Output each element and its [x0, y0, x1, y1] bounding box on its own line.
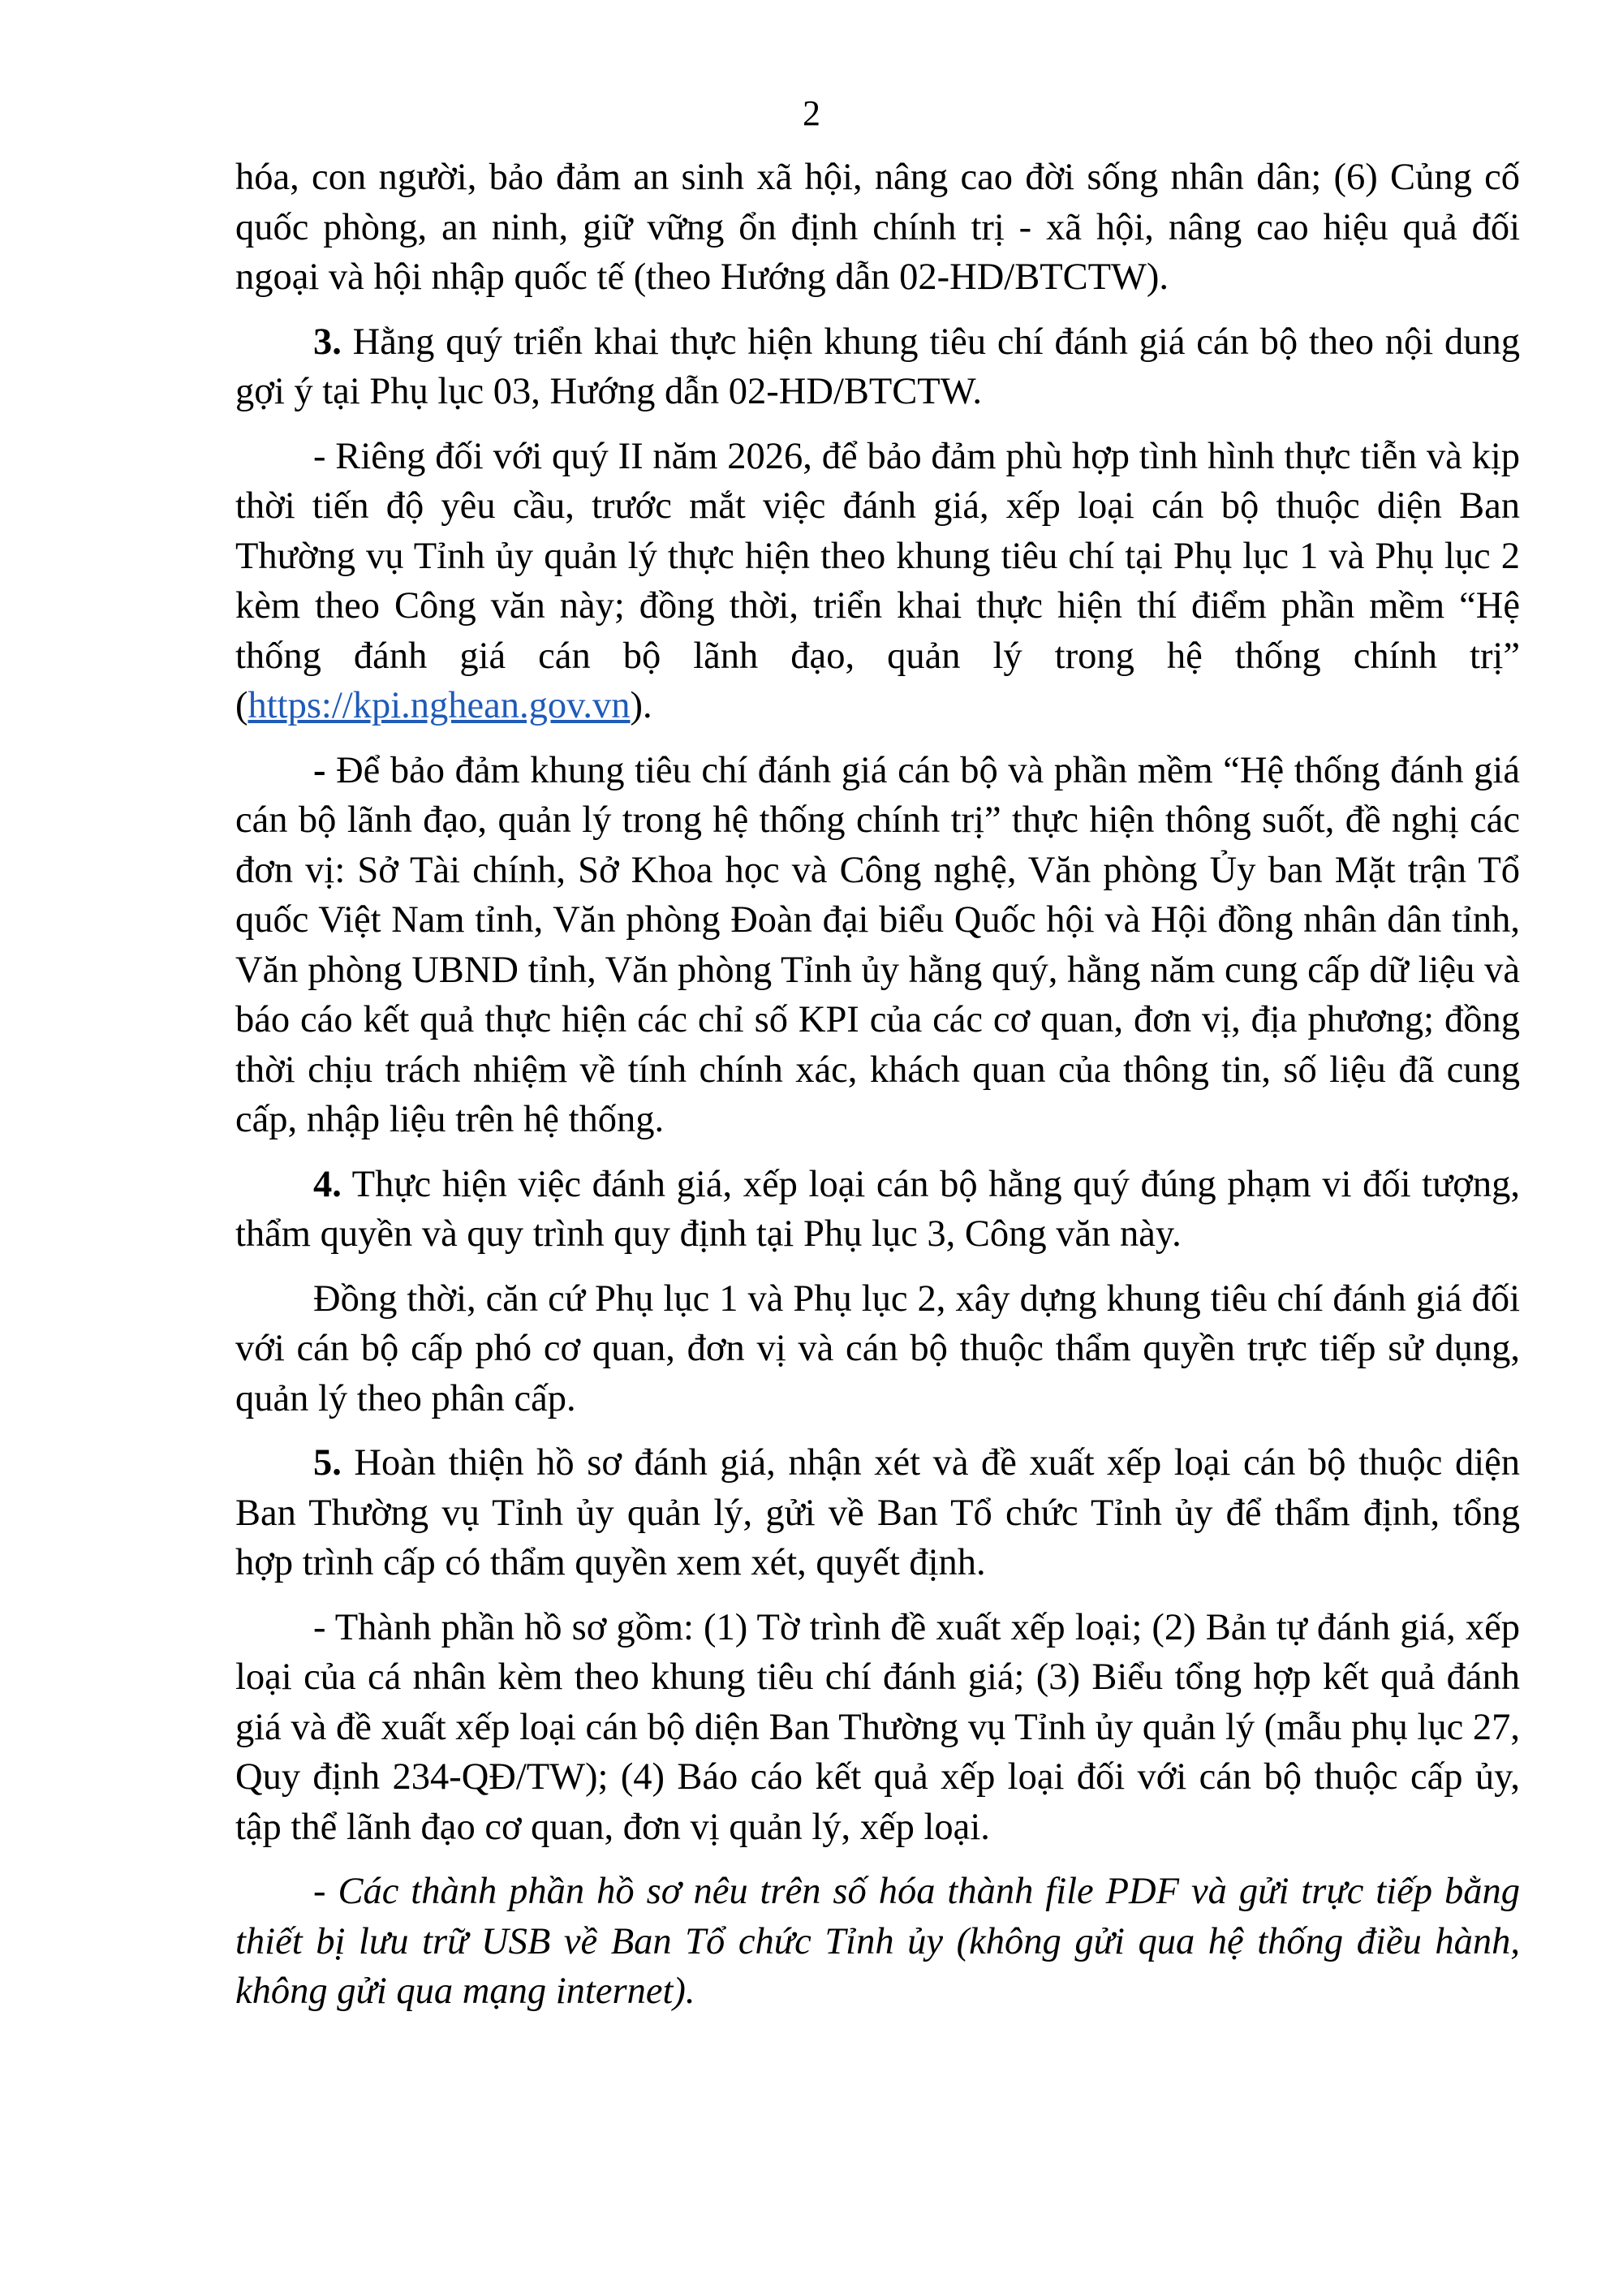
paragraph-text: Thực hiện việc đánh giá, xếp loại cán bộ hằng quý đúng phạm vi đối tượng, thẩm quyền và quy trình quy định tại Phụ lục 3, Công văn này. — [235, 1163, 1520, 1255]
dash-marker: - — [313, 749, 326, 791]
document-body — [235, 153, 1520, 2031]
paragraph-text: Để bảo đảm khung tiêu chí đánh giá cán bộ và phần mềm “Hệ thống đánh giá cán bộ lãnh đạo, quản lý trong hệ thống chính trị” thực hiện thông suốt, đề nghị các đơn vị: Sở Tài chính, Sở Khoa học và Công nghệ, Văn phòng Ủy ban Mặt trận Tổ quốc Việt Nam tỉnh, Văn phòng Đoàn đại biểu Quốc hội và Hội đồng nhân dân tỉnh, Văn phòng UBND tỉnh, Văn phòng Tỉnh ủy hằng quý, hằng năm cung cấp dữ liệu và báo cáo kết quả thực hiện các chỉ số KPI của các cơ quan, đơn vị, địa phương; đồng thời chịu trách nhiệm về tính chính xác, khách quan của thông tin, số liệu đã cung cấp, nhập liệu trên hệ thống. — [235, 749, 1520, 1140]
paragraph-text: Hằng quý triển khai thực hiện khung tiêu chí đánh giá cán bộ theo nội dung gợi ý tại Phụ lục 03, Hướng dẫn 02-HD/BTCTW. — [235, 321, 1520, 412]
paragraph-dossier — [235, 1603, 1520, 1853]
item-number: 5. — [313, 1442, 342, 1484]
paragraph-continuation — [235, 153, 1520, 303]
item-number: 3. — [313, 321, 342, 363]
paragraph-software — [235, 746, 1520, 1145]
paragraph-item-3 — [235, 317, 1520, 417]
paragraph-text: - Các thành phần hồ sơ nêu trên số hóa thành file PDF và gửi trực tiếp bằng thiết bị lưu trữ USB về Ban Tổ chức Tỉnh ủy (không gửi qua hệ thống điều hành, không gửi qua mạng internet). — [235, 1871, 1520, 2012]
paragraph-item-5 — [235, 1438, 1520, 1588]
paragraph-quarter-2 — [235, 432, 1520, 731]
paragraph-text: - Thành phần hồ sơ gồm: (1) Tờ trình đề xuất xếp loại; (2) Bản tự đánh giá, xếp loại của cá nhân kèm theo khung tiêu chí đánh giá; (3) Biểu tổng hợp kết quả đánh giá và đề xuất xếp loại cán bộ diện Ban Thường vụ Tỉnh ủy quản lý (mẫu phụ lục 27, Quy định 234-QĐ/TW); (4) Báo cáo kết quả xếp loại đối với cán bộ thuộc cấp ủy, tập thể lãnh đạo cơ quan, đơn vị quản lý, xếp loại. — [235, 1606, 1520, 1848]
page-number: 2 — [803, 93, 820, 133]
paragraph-text-end: ). — [630, 685, 652, 726]
item-number: 4. — [313, 1163, 342, 1205]
paragraph-framework — [235, 1274, 1520, 1424]
paragraph-text: - Riêng đối với quý II năm 2026, để bảo đảm phù hợp tình hình thực tiễn và kịp thời tiến độ yêu cầu, trước mắt việc đánh giá, xếp loại cán bộ thuộc diện Ban Thường vụ Tỉnh ủy quản lý thực hiện theo khung tiêu chí tại Phụ lục 1 và Phụ lục 2 kèm theo Công văn này; đồng thời, triển khai thực hiện thí điểm phần mềm “Hệ thống đánh giá cán bộ lãnh đạo, quản lý trong hệ thống chính trị” ( — [235, 435, 1520, 726]
paragraph-item-4 — [235, 1160, 1520, 1260]
paragraph-text: hóa, con người, bảo đảm an sinh xã hội, nâng cao đời sống nhân dân; (6) Củng cố quốc phòng, an ninh, giữ vững ổn định chính trị - xã hội, nâng cao hiệu quả đối ngoại và hội nhập quốc tế (theo Hướng dẫn 02-HD/BTCTW). — [235, 157, 1520, 298]
paragraph-usb-submission — [235, 1867, 1520, 2017]
kpi-website-link[interactable]: https://kpi.nghean.gov.vn — [248, 685, 631, 726]
paragraph-text: Đồng thời, căn cứ Phụ lục 1 và Phụ lục 2, xây dựng khung tiêu chí đánh giá đối với cán bộ cấp phó cơ quan, đơn vị và cán bộ thuộc thẩm quyền trực tiếp sử dụng, quản lý theo phân cấp. — [235, 1277, 1520, 1419]
paragraph-text: Hoàn thiện hồ sơ đánh giá, nhận xét và đề xuất xếp loại cán bộ thuộc diện Ban Thường vụ Tỉnh ủy quản lý, gửi về Ban Tổ chức Tỉnh ủy để thẩm định, tổng hợp trình cấp có thẩm quyền xem xét, quyết định. — [235, 1442, 1520, 1583]
